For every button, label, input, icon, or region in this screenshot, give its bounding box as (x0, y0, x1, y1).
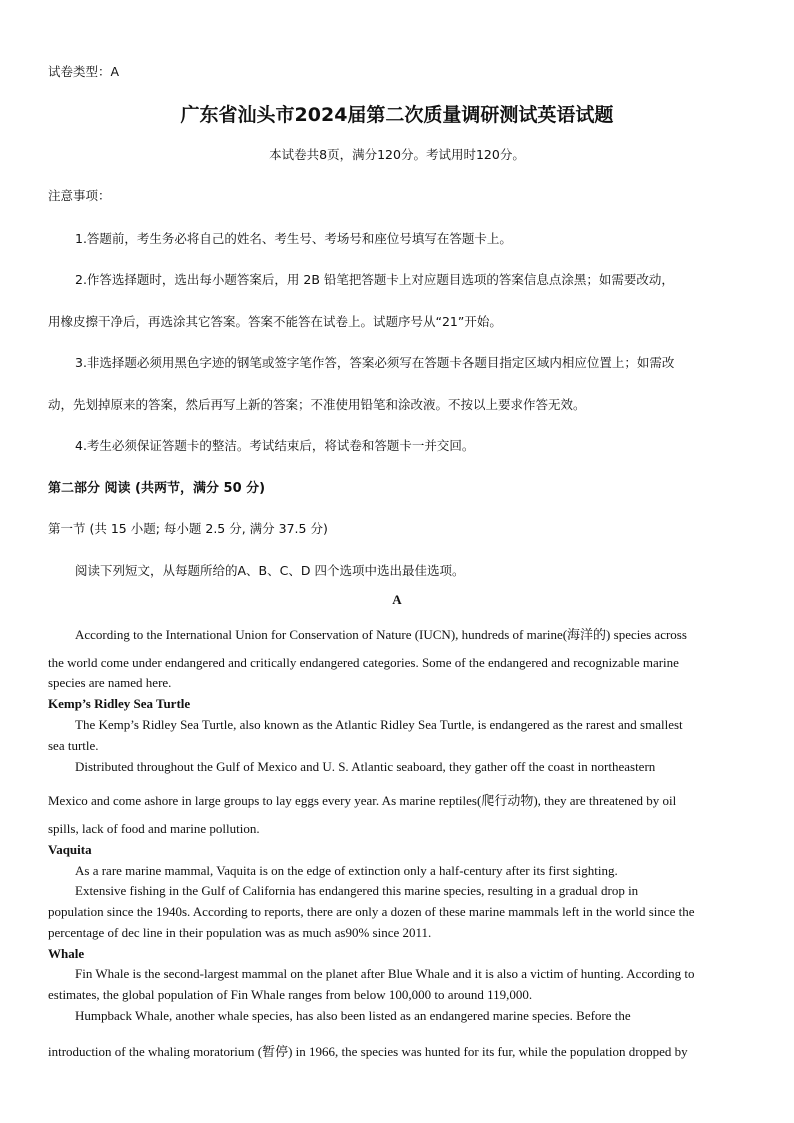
reading-instruction: 阅读下列短文，从每题所给的A、B、C、D 四个选项中选出最佳选项。 (75, 563, 465, 578)
intro-line-3: species are named here. (48, 675, 172, 690)
whale-p2-line-2: introduction of the whaling moratorium (暂停) in 1966, the species was hunted for its fur, while the population dropped by (48, 1044, 688, 1059)
note-item-3-line-1: 3.非选择题必须用黑色字迹的钢笔或签字笔作答，答案必须写在答题卡各题目指定区域内相应位置上；如需改 (75, 355, 675, 370)
vaquita-p2-line-3: percentage of dec line in their population was as much as90% since 2011. (48, 925, 432, 940)
whale-p2-line-1: Humpback Whale, another whale species, has also been listed as an endangered marine species. Before the (75, 1008, 631, 1023)
note-item-1: 1.答题前，考生务必将自己的姓名、考生号、考场号和座位号填写在答题卡上。 (75, 231, 512, 246)
section-heading-turtle: Kemp’s Ridley Sea Turtle (48, 696, 191, 711)
turtle-p2-line-1: Distributed throughout the Gulf of Mexico and U. S. Atlantic seaboard, they gather off the coast in northeastern (75, 759, 656, 774)
paper-type-label: 试卷类型：A (48, 64, 120, 79)
passage-label: A (392, 592, 402, 607)
turtle-p1-line-1: The Kemp’s Ridley Sea Turtle, also known as the Atlantic Ridley Sea Turtle, is endangered as the rarest and smallest (75, 717, 683, 732)
note-item-2-line-1: 2.作答选择题时，选出每小题答案后，用 2B 铅笔把答题卡上对应题目选项的答案信息点涂黑；如需要改动， (75, 272, 674, 287)
vaquita-p1-line-1: As a rare marine mammal, Vaquita is on the edge of extinction only a half-century after its first sighting. (75, 863, 618, 878)
intro-line-2: the world come under endangered and critically endangered categories. Some of the endangered and recognizable marine (48, 655, 679, 670)
note-item-3-line-2: 动，先划掉原来的答案，然后再写上新的答案；不准使用铅笔和涂改液。不按以上要求作答无效。 (48, 397, 586, 412)
turtle-p2-line-2: Mexico and come ashore in large groups to lay eggs every year. As marine reptiles(爬行动物), they are threatened by oil (48, 793, 677, 808)
section-heading-whale: Whale (48, 946, 85, 961)
turtle-p1-line-2: sea turtle. (48, 738, 99, 753)
section-heading-vaquita: Vaquita (48, 842, 92, 857)
vaquita-p2-line-2: population since the 1940s. According to reports, there are only a dozen of these marine mammals left in the world since the (48, 904, 695, 919)
part-two-heading: 第二部分 阅读 (共两节，满分 50 分) (48, 481, 266, 496)
whale-p1-line-2: estimates, the global population of Fin Whale ranges from below 100,000 to around 119,000. (48, 987, 533, 1002)
intro-line-1: According to the International Union for Conservation of Nature (IUCN), hundreds of marine(海洋的) species across (75, 627, 687, 642)
section-one-heading: 第一节 (共 15 小题; 每小题 2.5 分, 满分 37.5 分) (48, 521, 328, 536)
notes-heading: 注意事项： (48, 188, 111, 203)
exam-title: 广东省汕头市2024届第二次质量调研测试英语试题 (180, 104, 614, 126)
vaquita-p2-line-1: Extensive fishing in the Gulf of California has endangered this marine species, resulting in a gradual drop in (75, 883, 639, 898)
note-item-4: 4.考生必须保证答题卡的整洁。考试结束后，将试卷和答题卡一并交回。 (75, 438, 475, 453)
turtle-p2-line-3: spills, lack of food and marine pollution. (48, 821, 260, 836)
whale-p1-line-1: Fin Whale is the second-largest mammal on the planet after Blue Whale and it is also a victim of hunting. According to (75, 966, 695, 981)
note-item-2-line-2: 用橡皮擦干净后，再选涂其它答案。答案不能答在试卷上。试题序号从“21”开始。 (48, 314, 502, 329)
exam-subtitle: 本试卷共8页，满分120分。考试用时120分。 (269, 147, 525, 162)
